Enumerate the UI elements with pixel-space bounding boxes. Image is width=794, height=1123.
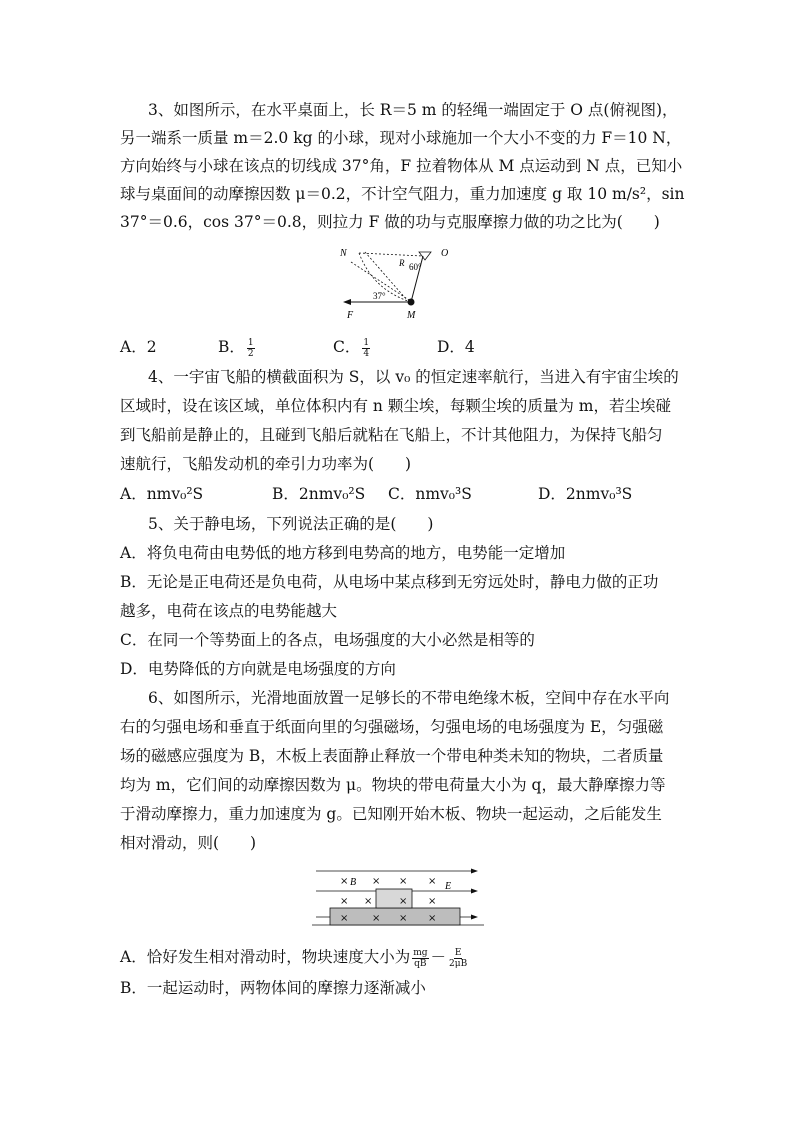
svg-text:×: ×: [364, 896, 373, 907]
q6-line-3: 场的磁感应强度为 B，木板上表面静止释放一个带电种类未知的物块，二者质量: [120, 747, 664, 765]
q3-fig-label-R: R: [399, 258, 405, 268]
q5-stem: 5、关于静电场，下列说法正确的是( ): [148, 515, 434, 533]
q3-line-5: 37°＝0.6，cos 37°＝0.8，则拉力 F 做的功与克服摩擦力做的功之比为( ): [120, 213, 660, 231]
q4-line-4: 速航行，飞船发动机的牵引力功率为( ): [120, 455, 412, 473]
svg-text:×: ×: [428, 896, 437, 907]
svg-text:×: ×: [372, 913, 381, 924]
q4-option-d: D．2nmv₀³S: [538, 485, 633, 503]
q3-fig-label-O: O: [441, 248, 449, 259]
q3-fig-label-N: N: [340, 248, 347, 259]
q3-option-b: B． $\frac{1}{2}$: [218, 337, 254, 359]
q3-fig-label-60: 60°: [409, 262, 422, 272]
q6-option-a: A．恰好发生相对滑动时，物块速度大小为 $\frac{mg}{qB}$ － $\frac{E}{2\mu B}$: [120, 947, 468, 969]
q4-option-b: B．2nmv₀²S: [272, 485, 366, 503]
q6-line-6: 相对滑动，则( ): [120, 834, 257, 852]
svg-text:×: ×: [340, 876, 349, 887]
svg-text:×: ×: [399, 896, 408, 907]
svg-text:×: ×: [399, 913, 408, 924]
q6-figure: [308, 864, 488, 930]
q3-fig-label-37: 37°: [373, 291, 386, 301]
q6-option-b: B．一起运动时，两物体间的摩擦力逐渐减小: [120, 979, 426, 997]
svg-text:×: ×: [428, 913, 437, 924]
q3-fig-label-M: M: [407, 310, 416, 321]
q6-line-5: 于滑动摩擦力，重力加速度为 g。已知刚开始木板、物块一起运动，之后能发生: [120, 805, 662, 823]
svg-text:×: ×: [340, 913, 349, 924]
q3-option-d: D．4: [437, 338, 475, 356]
q6-fig-label-B: B: [350, 877, 357, 888]
q5-option-c: C．在同一个等势面上的各点，电场强度的大小必然是相等的: [120, 631, 535, 649]
svg-text:×: ×: [340, 896, 349, 907]
q6-line-4: 均为 m，它们间的动摩擦因数为 μ。物块的带电荷量大小为 q，最大静摩擦力等: [120, 776, 666, 794]
q3-line-1: 3、如图所示，在水平桌面上，长 R＝5 m 的轻绳一端固定于 O 点(俯视图)，: [148, 101, 678, 119]
q5-option-b-line-1: B．无论是正电荷还是负电荷，从电场中某点移到无穷远处时，静电力做的正功: [120, 573, 659, 591]
q5-option-b-line-2: 越多，电荷在该点的电势能越大: [120, 602, 338, 620]
q3-option-c: C． $\frac{1}{4}$: [333, 337, 370, 359]
svg-text:×: ×: [399, 876, 408, 887]
q3-figure: [335, 244, 465, 322]
svg-text:×: ×: [428, 876, 437, 887]
q4-line-3: 到飞船前是静止的，且碰到飞船后就粘在飞船上，不计其他阻力，为保持飞船匀: [120, 426, 663, 444]
q4-line-2: 区域时，设在该区域，单位体积内有 n 颗尘埃，每颗尘埃的质量为 m，若尘埃碰: [120, 397, 671, 415]
q3-fig-label-F: F: [347, 310, 354, 321]
q6-fig-label-E: E: [445, 881, 452, 892]
svg-text:×: ×: [372, 876, 381, 887]
q5-option-a: A．将负电荷由电势低的地方移到电势高的地方，电势能一定增加: [120, 544, 566, 562]
q3-line-3: 方向始终与小球在该点的切线成 37°角，F 拉着物体从 M 点运动到 N 点，已知小: [120, 157, 683, 175]
q6-line-2: 右的匀强电场和垂直于纸面向里的匀强磁场，匀强电场的电场强度为 E，匀强磁: [120, 718, 664, 736]
q6-line-1: 6、如图所示，光滑地面放置一足够长的不带电绝缘木板，空间中存在水平向: [148, 689, 670, 707]
q3-line-2: 另一端系一质量 m＝2.0 kg 的小球，现对小球施加一个大小不变的力 F＝10 N，: [120, 129, 682, 147]
q4-option-c: C．nmv₀³S: [388, 485, 472, 503]
q5-option-d: D．电势降低的方向就是电场强度的方向: [120, 660, 396, 678]
q4-line-1: 4、一宇宙飞船的横截面积为 S，以 v₀ 的恒定速率航行，当进入有宇宙尘埃的: [148, 368, 679, 386]
q4-option-a: A．nmv₀²S: [120, 485, 204, 503]
q3-option-a: A．2: [120, 338, 157, 356]
q3-line-4: 球与桌面间的动摩擦因数 μ＝0.2，不计空气阻力，重力加速度 g 取 10 m/s²，sin: [120, 185, 685, 203]
